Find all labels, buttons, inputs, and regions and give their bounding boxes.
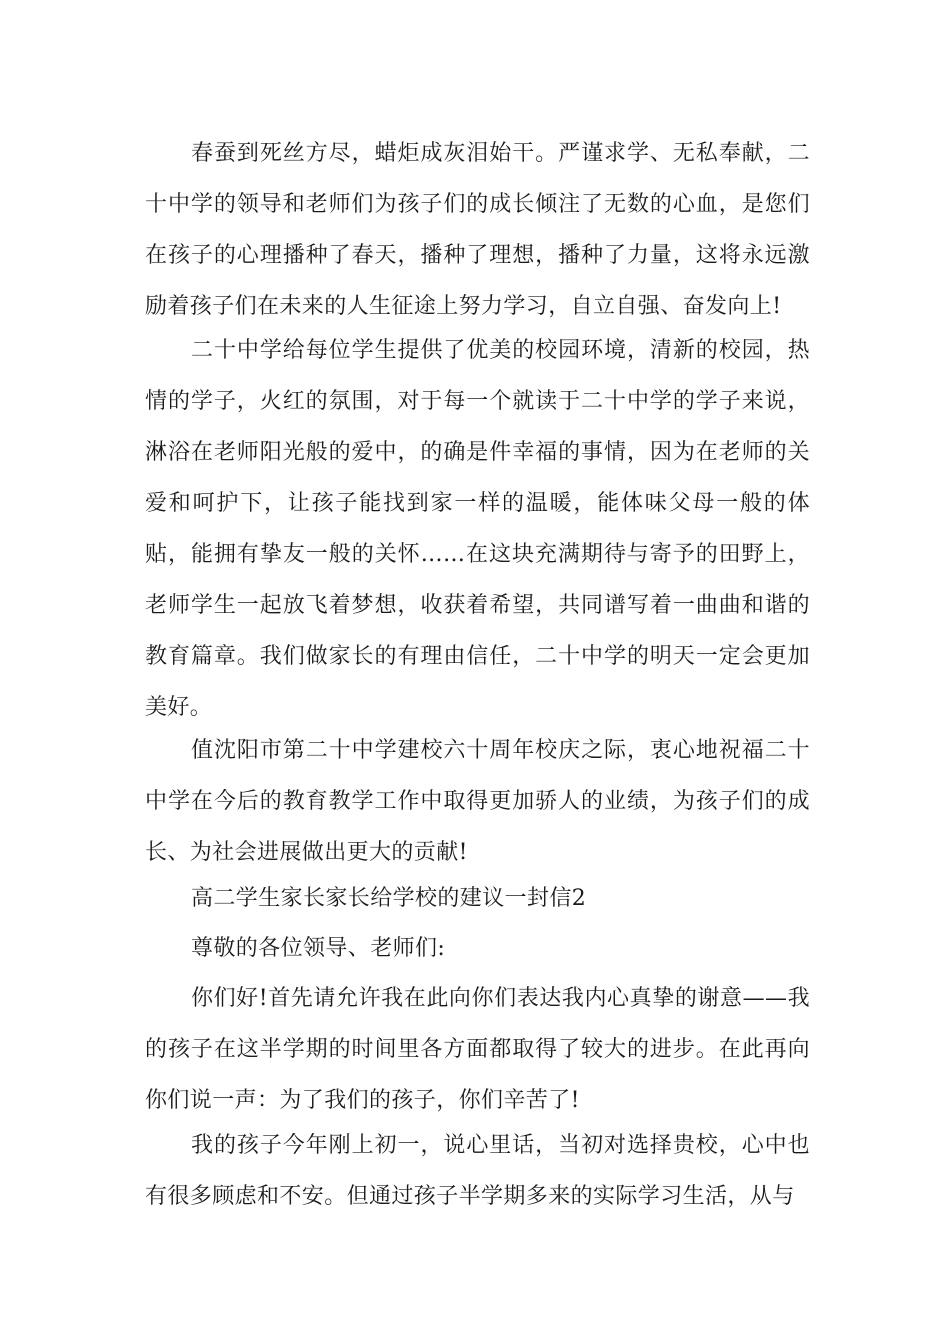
paragraph-anniversary-wishes: 值沈阳市第二十中学建校六十周年校庆之际，衷心地祝福二十中学在今后的教育教学工作中取得更加骄人的业绩，为孩子们的成长、为社会进展做出更大的贡献!	[145, 738, 810, 865]
letter-salutation: 尊敬的各位领导、老师们:	[191, 936, 446, 961]
letter-title: 高二学生家长家长给学校的建议一封信2	[191, 886, 587, 911]
paragraph-campus-environment: 二十中学给每位学生提供了优美的校园环境，清新的校园，热情的学子，火红的氛围，对于每一个就读于二十中学的学子来说，淋浴在老师阳光般的爱中，的确是件幸福的事情，因为在老师的关爱和呵护下，让孩子能找到家一样的温暖，能体味父母一般的体贴，能拥有挚友一般的关怀……在这块充满期待与寄予的田野上，老师学生一起放飞着梦想，收获着希望，共同谱写着一曲曲和谐的教育篇章。我们做家长的有理由信任，二十中学的明天一定会更加美好。	[145, 338, 810, 720]
paragraph-choosing-school: 我的孩子今年刚上初一，说心里话，当初对选择贵校，心中也有很多顾虑和不安。但通过孩子半学期多来的实际学习生活，从与	[145, 1133, 810, 1209]
paragraph-greeting-thanks: 你们好!首先请允许我在此向你们表达我内心真挚的谢意——我的孩子在这半学期的时间里各方面都取得了较大的进步。在此再向你们说一声：为了我们的孩子，你们辛苦了!	[145, 986, 810, 1113]
paragraph-gratitude-teachers: 春蚕到死丝方尽，蜡炬成灰泪始干。严谨求学、无私奉献，二十中学的领导和老师们为孩子们的成长倾注了无数的心血，是您们在孩子的心理播种了春天，播种了理想，播种了力量，这将永远激励着孩子们在未来的人生征途上努力学习，自立自强、奋发向上!	[145, 141, 810, 319]
